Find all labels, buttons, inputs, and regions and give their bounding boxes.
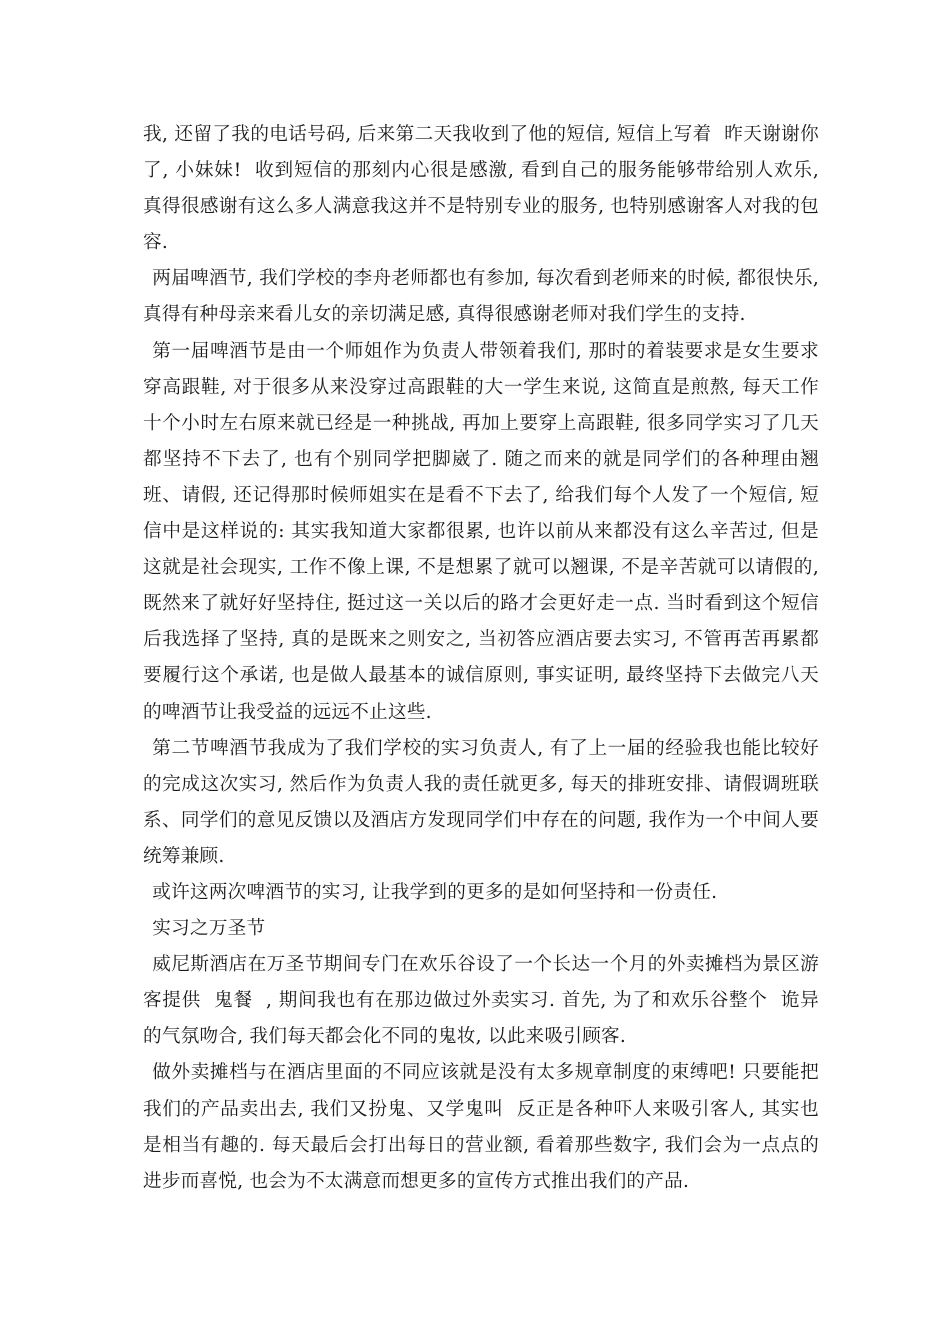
- paragraph-halloween-stall: 威尼斯酒店在万圣节期间专门在欢乐谷设了一个长达一个月的外卖摊档为景区游客提供 鬼餐 , 期间我也有在那边做过外卖实习. 首先, 为了和欢乐谷整个 诡异 的气氛吻合, 我们每天都会化不同的鬼妆, 以此来吸引顾客.: [143, 954, 832, 1048]
- section-heading-halloween: 实习之万圣节: [152, 918, 266, 940]
- document-body: [143, 117, 832, 1200]
- paragraph-service-thanks: 我, 还留了我的电话号码, 后来第二天我收到了他的短信, 短信上写着 昨天谢谢你了, 小妹妹! 收到短信的那刻内心很是感激, 看到自己的服务能够带给别人欢乐, 真得很感谢有这么多人满意我这并不是特别专业的服务, 也特别感谢客人对我的包容.: [143, 124, 826, 254]
- paragraph-summary: 或许这两次啤酒节的实习, 让我学到的更多的是如何坚持和一份责任.: [152, 881, 718, 903]
- paragraph-takeaway-experience: 做外卖摊档与在酒店里面的不同应该就是没有太多规章制度的束缚吧! 只要能把我们的产品卖出去, 我们又扮鬼、又学鬼叫 反正是各种吓人来吸引客人, 其实也是相当有趣的. 每天最后会打出每日的营业额, 看着那些数字, 我们会为一点点的进步而喜悦, 也会为不太满意而想更多的宣传方式推出我们的产品.: [143, 1062, 819, 1192]
- paragraph-teacher-support: 两届啤酒节, 我们学校的李舟老师都也有参加, 每次看到老师来的时候, 都很快乐, 真得有种母亲来看儿女的亲切满足感, 真得很感谢老师对我们学生的支持.: [143, 268, 826, 326]
- paragraph-first-beer-festival: 第一届啤酒节是由一个师姐作为负责人带领着我们, 那时的着装要求是女生要求穿高跟鞋, 对于很多从来没穿过高跟鞋的大一学生来说, 这简直是煎熬, 每天工作十个小时左右原来就已经是一种挑战, 再加上要穿上高跟鞋, 很多同学实习了几天都坚持不下去了, 也有个别同学把脚崴了. 随之而来的就是同学们的各种理由翘班、请假, 还记得那时候师姐实在是看不下去了, 给我们每个人发了一个短信, 短信中是这样说的: 其实我知道大家都很累, 也许以前从来都没有这么辛苦过, 但是这就是社会现实, 工作不像上课, 不是想累了就可以翘课, 不是辛苦就可以请假的, 既然来了就好好坚持住, 挺过这一关以后的路才会更好走一点. 当时看到这个短信后我选择了坚持, 真的是既来之则安之, 当初答应酒店要去实习, 不管再苦再累都要履行这个承诺, 也是做人最基本的诚信原则, 事实证明, 最终坚持下去做完八天的啤酒节让我受益的远远不止这些.: [143, 340, 826, 723]
- paragraph-second-beer-festival: 第二节啤酒节我成为了我们学校的实习负责人, 有了上一届的经验我也能比较好的完成这次实习, 然后作为负责人我的责任就更多, 每天的排班安排、请假调班联系、同学们的意见反馈以及酒店方发现同学们中存在的问题, 我作为一个中间人要统筹兼顾.: [143, 737, 819, 867]
